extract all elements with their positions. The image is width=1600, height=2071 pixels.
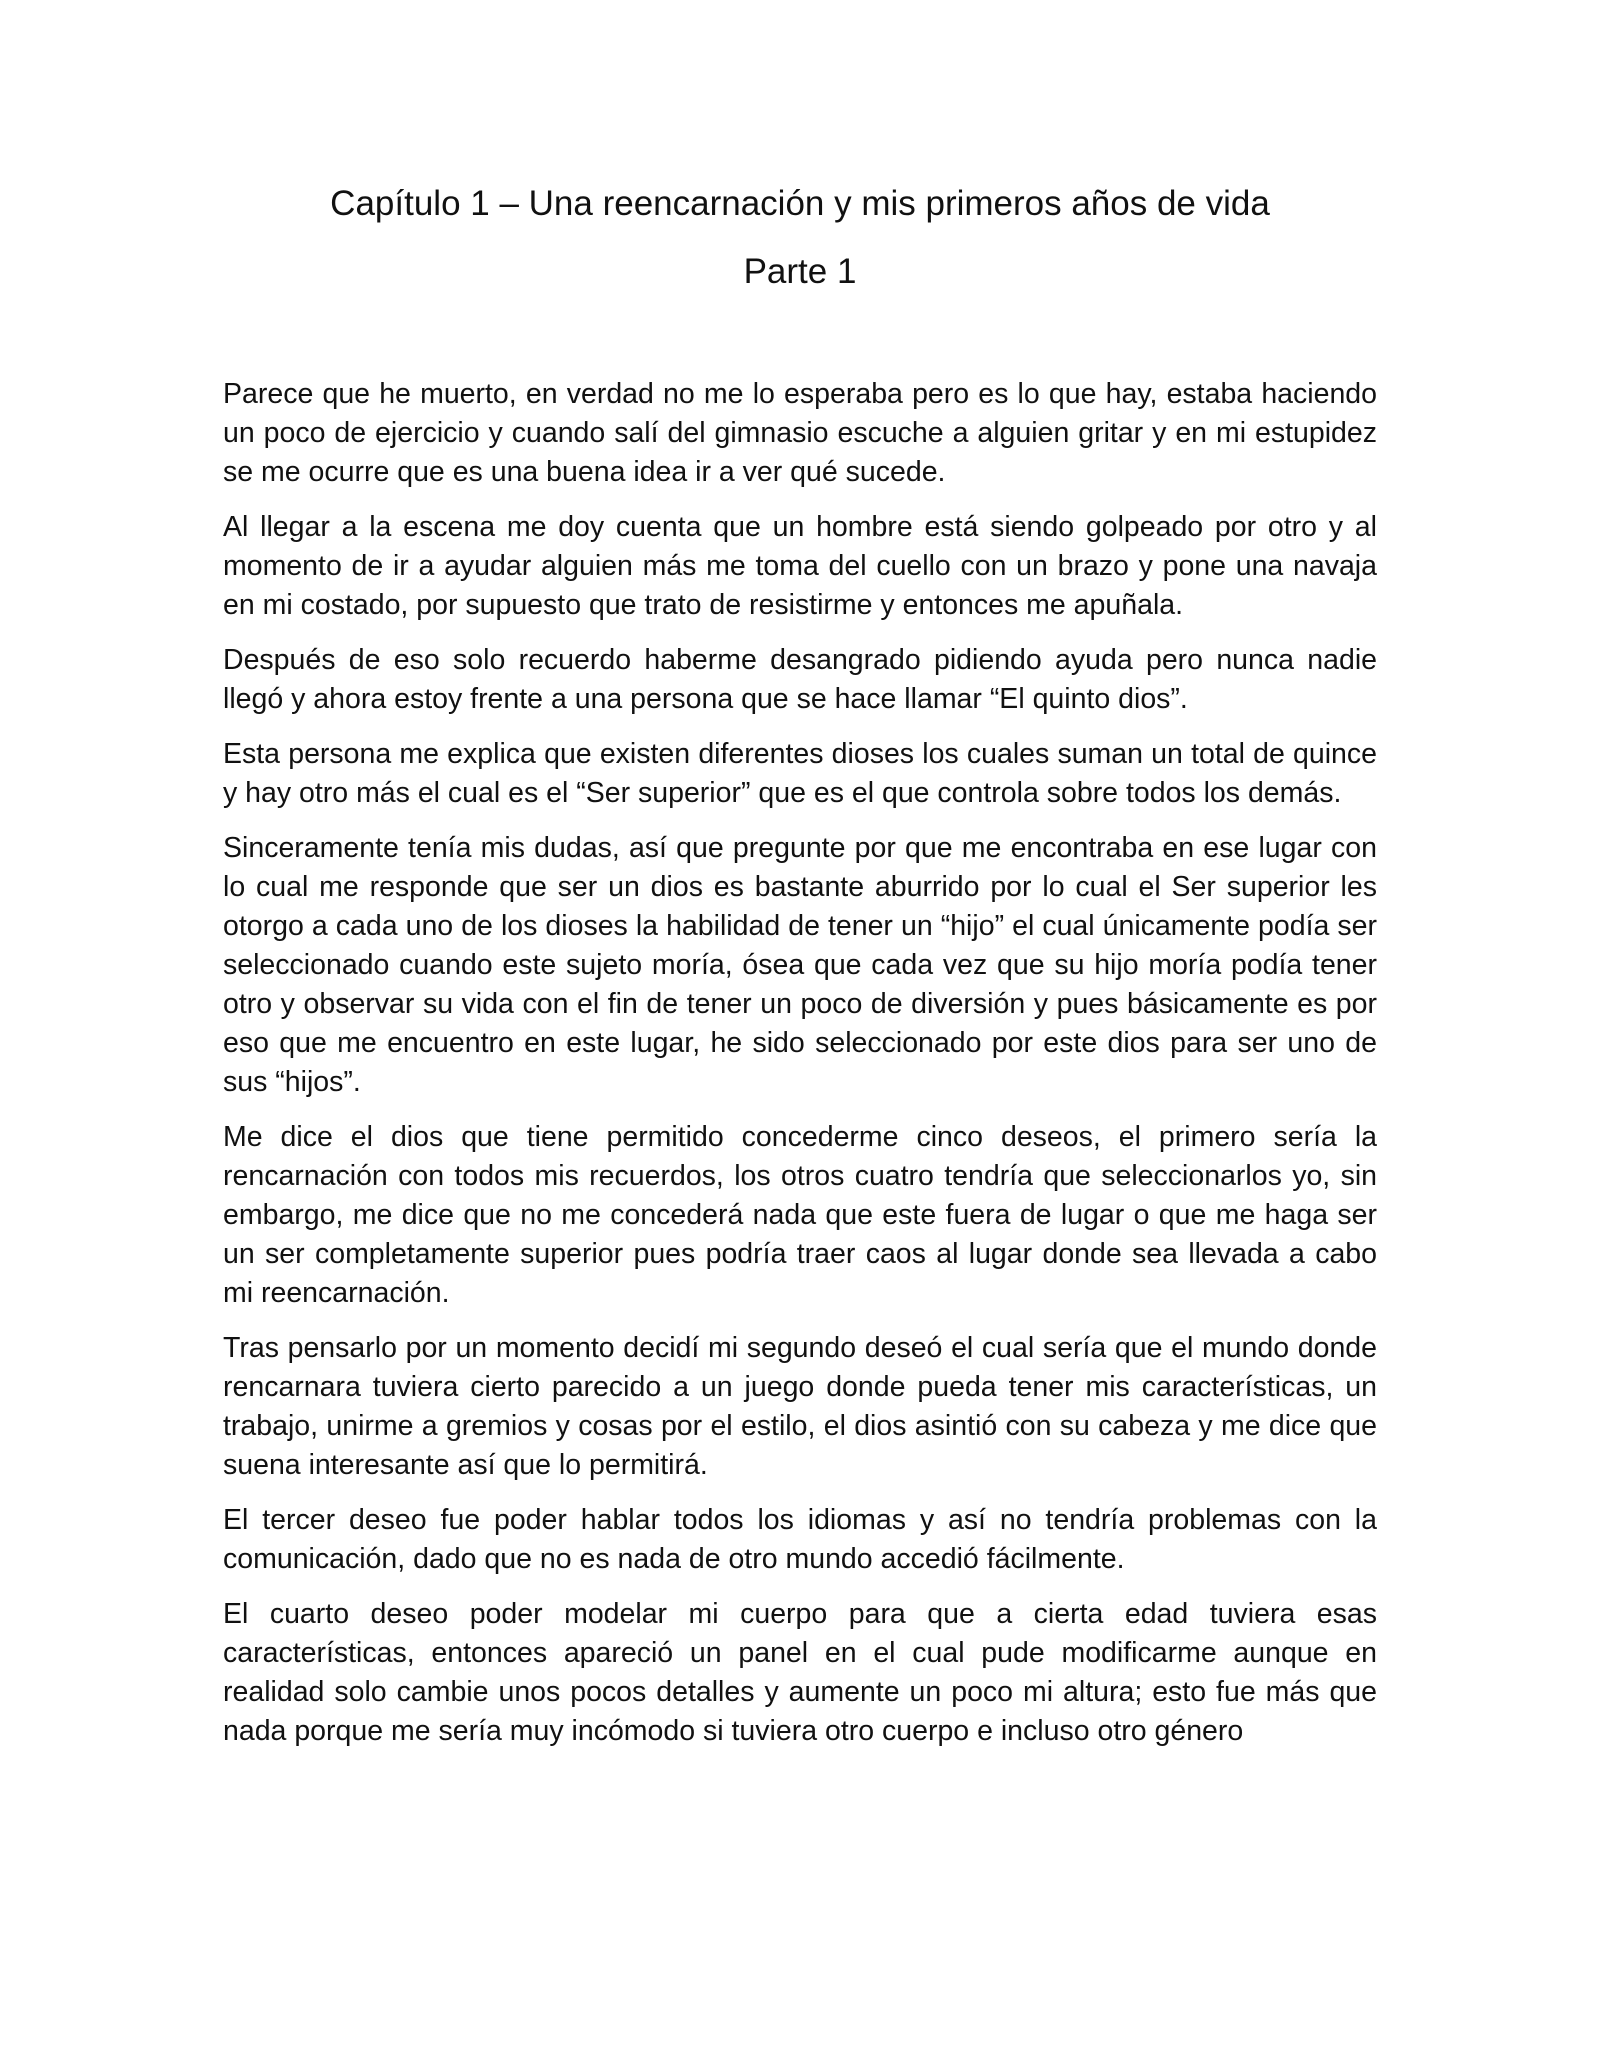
paragraph: Parece que he muerto, en verdad no me lo esperaba pero es lo que hay, estaba haciendo un poco de ejercicio y cuando salí del gimnasio escuche a alguien gritar y en mi estupidez se me ocurre que es una buena idea ir a ver qué sucede. [223, 378, 1377, 488]
paragraph: Me dice el dios que tiene permitido concederme cinco deseos, el primero sería la rencarnación con todos mis recuerdos, los otros cuatro tendría que seleccionarlos yo, sin embargo, me dice que no me concederá nada que este fuera de lugar o que me haga ser un ser completamente superior pues podría traer caos al lugar donde sea llevada a cabo mi reencarnación. [223, 1121, 1377, 1309]
part-subtitle: Parte 1 [743, 252, 857, 291]
paragraph: Después de eso solo recuerdo haberme desangrado pidiendo ayuda pero nunca nadie llegó y ahora estoy frente a una persona que se hace llamar “El quinto dios”. [223, 644, 1377, 715]
document-body [223, 375, 1377, 1767]
paragraph: El cuarto deseo poder modelar mi cuerpo para que a cierta edad tuviera esas características, entonces apareció un panel en el cual pude modificarme aunque en realidad solo cambie unos pocos detalles y aumente un poco mi altura; esto fue más que nada porque me sería muy incómodo si tuviera otro cuerpo e incluso otro género [223, 1598, 1377, 1747]
paragraph: Tras pensarlo por un momento decidí mi segundo deseó el cual sería que el mundo donde rencarnara tuviera cierto parecido a un juego donde pueda tener mis características, un trabajo, unirme a gremios y cosas por el estilo, el dios asintió con su cabeza y me dice que suena interesante así que lo permitirá. [223, 1332, 1377, 1481]
paragraph: Esta persona me explica que existen diferentes dioses los cuales suman un total de quince y hay otro más el cual es el “Ser superior” que es el que controla sobre todos los demás. [223, 738, 1377, 809]
paragraph: Al llegar a la escena me doy cuenta que un hombre está siendo golpeado por otro y al momento de ir a ayudar alguien más me toma del cuello con un brazo y pone una navaja en mi costado, por supuesto que trato de resistirme y entonces me apuñala. [223, 511, 1377, 621]
paragraph: Sinceramente tenía mis dudas, así que pregunte por que me encontraba en ese lugar con lo cual me responde que ser un dios es bastante aburrido por lo cual el Ser superior les otorgo a cada uno de los dioses la habilidad de tener un “hijo” el cual únicamente podía ser seleccionado cuando este sujeto moría, ósea que cada vez que su hijo moría podía tener otro y observar su vida con el fin de tener un poco de diversión y pues básicamente es por eso que me encuentro en este lugar, he sido seleccionado por este dios para ser uno de sus “hijos”. [223, 832, 1377, 1098]
paragraph: El tercer deseo fue poder hablar todos los idiomas y así no tendría problemas con la comunicación, dado que no es nada de otro mundo accedió fácilmente. [223, 1504, 1377, 1575]
chapter-title: Capítulo 1 – Una reencarnación y mis primeros años de vida [330, 184, 1270, 223]
